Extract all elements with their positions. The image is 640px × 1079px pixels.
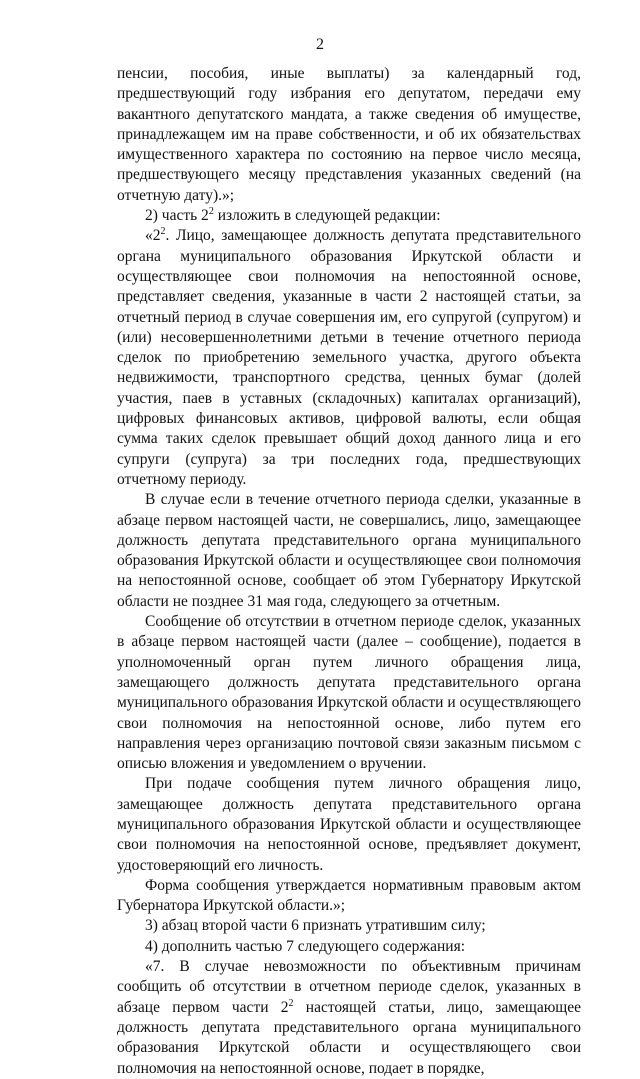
paragraph-7: Форма сообщения утверждается нормативным правовым актом Губернатора Иркутской области.»; [117,876,581,915]
paragraph-1: пенсии, пособия, иные выплаты) за календарный год, предшествующий году избрания его депутатом, передачи ему вакантного депутатского мандата, а также сведения об имуществе, принадлежащем им на праве собственности, и об их обязательствах имущественного характера по состоянию на первое число месяца, предшествующего месяцу представления указанных сведений (на отчетную дату).»; [117,65,581,204]
paragraph-3: «$2^2$. Лицо, замещающее должность депутата представительного органа муниципального образования Иркутской области и осуществляющее свои полномочия на непостоянной основе, представляет сведения, указанные в части 2 настоящей статьи, за отчетный период в случае совершения им, его супругой (супругом) и (или) несовершеннолетними детьми в течение отчетного периода сделок по приобретению земельного участка, другого объекта недвижимости, транспортного средства, ценных бумаг (долей участия, паев в уставных (складочных) капиталах организаций), цифровых финансовых активов, цифровой валюты, если общая сумма таких сделок превышает общий доход данного лица и его супруги (супруга) за три последних года, предшествующих отчетному периоду. [117,226,581,488]
page-number: 2 [316,36,324,53]
paragraph-8: 3) абзац второй части 6 признать утратившим силу; [145,917,486,935]
paragraph-4: В случае если в течение отчетного периода сделки, указанные в абзаце первом настоящей части, не совершались, лицо, замещающее должность депутата представительного органа муниципального образования Иркутской области и осуществляющее свои полномочия на непостоянной основе, сообщает об этом Губернатору Иркутской области не позднее 31 мая года, следующего за отчетным. [117,491,581,610]
paragraph-10: «7. В случае невозможности по объективным причинам сообщить об отсутствии в отчетном периоде сделок, указанных в абзаце первом части $2^2$ настоящей статьи, лицо, замещающее должность депутата представительного органа муниципального образования Иркутской области и осуществляющего свои полномочия на непостоянной основе, подает в порядке, [117,958,581,1077]
paragraph-9: 4) дополнить частью 7 следующего содержания: [145,937,466,955]
document-body [117,64,581,1079]
paragraph-6: При подаче сообщения путем личного обращения лицо, замещающее должность депутата представительного органа муниципального образования Иркутской области и осуществляющее свои полномочия на непостоянной основе, предъявляет документ, удостоверяющий его личность. [117,775,581,874]
paragraph-2: 2) часть $2^2$ изложить в следующей редакции: [145,206,441,225]
paragraph-5: Сообщение об отсутствии в отчетном периоде сделок, указанных в абзаце первом настоящей части (далее – сообщение), подается в уполномоченный орган путем личного обращения лица, замещающего должность депутата представительного органа муниципального образования Иркутской области и осуществляющего свои полномочия на непостоянной основе, либо путем его направления через организацию почтовой связи заказным письмом с описью вложения и уведомлением о вручении. [117,613,582,773]
